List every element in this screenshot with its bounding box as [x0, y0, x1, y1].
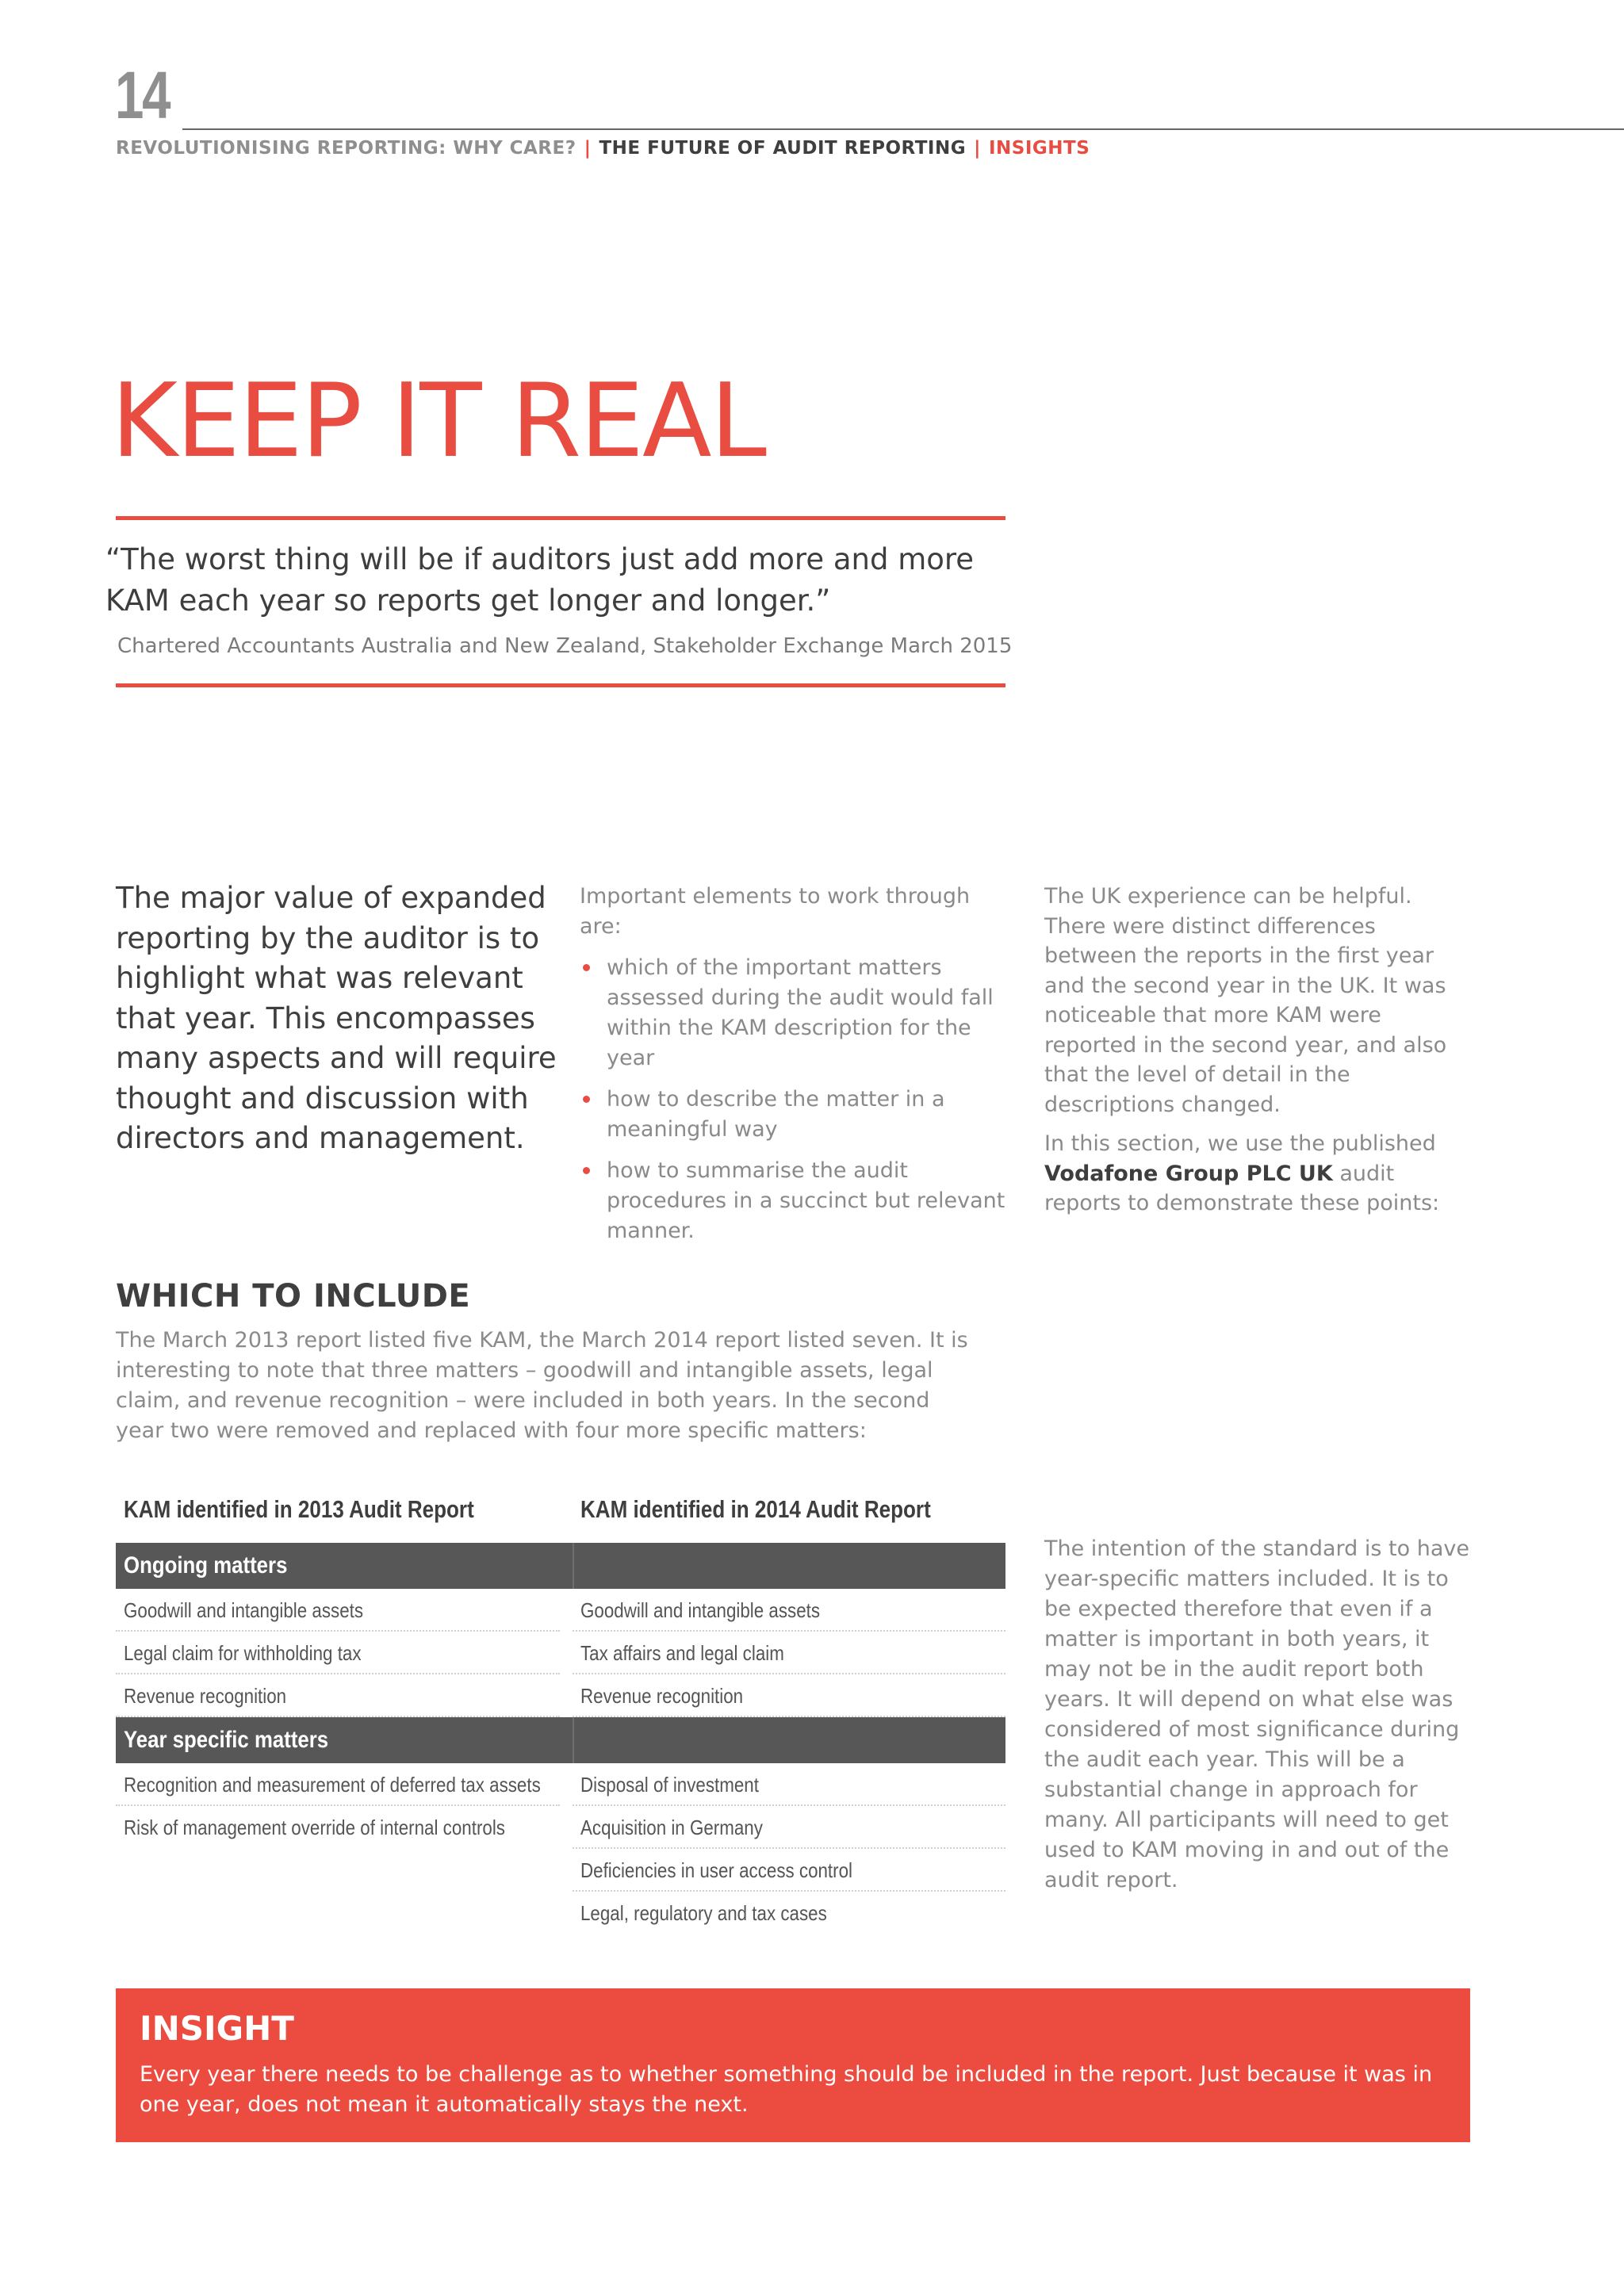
header-rule [182, 128, 1624, 130]
table-cell [573, 1632, 1005, 1674]
text-run: audit reports to demonstrate these points: [1044, 1161, 1440, 1215]
table-cell [573, 1849, 1005, 1892]
quote-source: Chartered Accountants Australia and New Zealand, Stakeholder Exchange March 2015 [117, 634, 1013, 658]
breadcrumb-item-why-care[interactable]: REVOLUTIONISING REPORTING: WHY CARE? [116, 138, 576, 159]
cell-text: Revenue recognition [580, 1684, 744, 1708]
cell-text: Recognition and measurement of deferred tax assets [124, 1773, 541, 1797]
section-body: The March 2013 report listed five KAM, the March 2014 report listed seven. It is interesting to note that three matters – goodwill and intangible assets, legal claim, and revenue recognition – were included in both years. In the second year two were removed and replaced with four more specific matters: [116, 1328, 968, 1443]
uk-paragraph: The UK experience can be helpful. There were distinct differences between the reports in the first year and the second year in the UK. It was noticeable that more KAM were reported in the second year, and also that the level of detail in the descriptions changed. [1044, 884, 1447, 1117]
list-item-text: how to summarise the audit procedures in a succinct but relevant manner. [607, 1158, 1005, 1243]
intention-paragraph: The intention of the standard is to have year-specific matters included. It is to be expected therefore that even if a matter is important in both years, it may not be in the audit report both years. It will depend on what else was considered of most significance during the audit each year. This will be a substantial change in approach for many. All participants will need to get used to KAM moving in and out of the audit report. [1044, 1536, 1469, 1892]
table-band-ongoing [116, 1543, 1005, 1589]
cell-text: Disposal of investment [580, 1773, 759, 1797]
cell-text: Revenue recognition [124, 1684, 287, 1708]
table-cell [573, 1674, 1005, 1717]
table-band-year-specific [116, 1717, 1005, 1763]
text-run: In this section, we use the published [1044, 1131, 1436, 1156]
pull-quote: “The worst thing will be if auditors just add more and more KAM each year so reports get longer and longer.” [105, 542, 975, 618]
list-item-text: how to describe the matter in a meaningful way [607, 1087, 945, 1142]
cell-text: Goodwill and intangible assets [580, 1598, 821, 1622]
breadcrumb-separator: | [584, 138, 592, 159]
elements-list [580, 953, 1008, 1246]
cell-text: Risk of management override of internal controls [124, 1816, 505, 1839]
cell-text: Goodwill and intangible assets [124, 1598, 364, 1622]
table-cell [573, 1806, 1005, 1849]
elements-intro: Important elements to work through are: [580, 884, 971, 939]
list-item [580, 1156, 1008, 1246]
table-cell [573, 1892, 1005, 1933]
table-cell [116, 1806, 560, 1847]
band-divider [573, 1543, 574, 1589]
list-item [580, 953, 1008, 1073]
breadcrumb [116, 138, 1090, 159]
band-label: Year specific matters [124, 1727, 329, 1753]
breadcrumb-item-future[interactable]: THE FUTURE OF AUDIT REPORTING [599, 138, 967, 159]
table-cell [116, 1674, 560, 1717]
insight-title: INSIGHT [140, 2009, 294, 2048]
cell-text: Deficiencies in user access control [580, 1858, 853, 1882]
table-header-2014: KAM identified in 2014 Audit Report [580, 1495, 931, 1523]
page-title: KEEP IT REAL [111, 362, 765, 480]
list-item [580, 1085, 1008, 1145]
table-cell [573, 1589, 1005, 1632]
page-number: 14 [115, 58, 170, 132]
breadcrumb-item-insights[interactable]: INSIGHTS [988, 138, 1090, 159]
uk-experience [1044, 882, 1473, 1228]
cell-text: Tax affairs and legal claim [580, 1641, 784, 1665]
section-heading: WHICH TO INCLUDE [116, 1278, 471, 1314]
insight-text: Every year there needs to be challenge as to whether something should be included in the report. Just because it was in one year, does not mean it automatically stays the next. [140, 2062, 1433, 2117]
uk-paragraph-vodafone [1044, 1129, 1473, 1219]
bullet-icon [583, 1096, 590, 1103]
quote-bottom-rule [116, 683, 1005, 687]
bullet-icon [583, 1167, 590, 1174]
list-item-text: which of the important matters assessed during the audit would fall within the KAM description for the year [607, 955, 994, 1070]
table-header-2013: KAM identified in 2013 Audit Report [124, 1495, 474, 1523]
table-cell [573, 1763, 1005, 1806]
company-name: Vodafone Group PLC UK [1044, 1161, 1333, 1186]
quote-top-rule [116, 516, 1005, 520]
breadcrumb-separator: | [974, 138, 981, 159]
cell-text: Legal claim for withholding tax [124, 1641, 362, 1665]
important-elements [580, 882, 1008, 1257]
lead-paragraph: The major value of expanded reporting by the auditor is to highlight what was relevant that year. This encompasses many aspects and will require thought and discussion with directors and management. [116, 881, 557, 1155]
band-divider [573, 1717, 574, 1763]
table-cell [116, 1632, 560, 1674]
cell-text: Legal, regulatory and tax cases [580, 1901, 827, 1925]
table-cell [116, 1589, 560, 1632]
band-label: Ongoing matters [124, 1552, 288, 1578]
cell-text: Acquisition in Germany [580, 1816, 763, 1839]
insight-box [116, 1988, 1470, 2142]
bullet-icon [583, 964, 590, 971]
table-cell [116, 1763, 560, 1806]
